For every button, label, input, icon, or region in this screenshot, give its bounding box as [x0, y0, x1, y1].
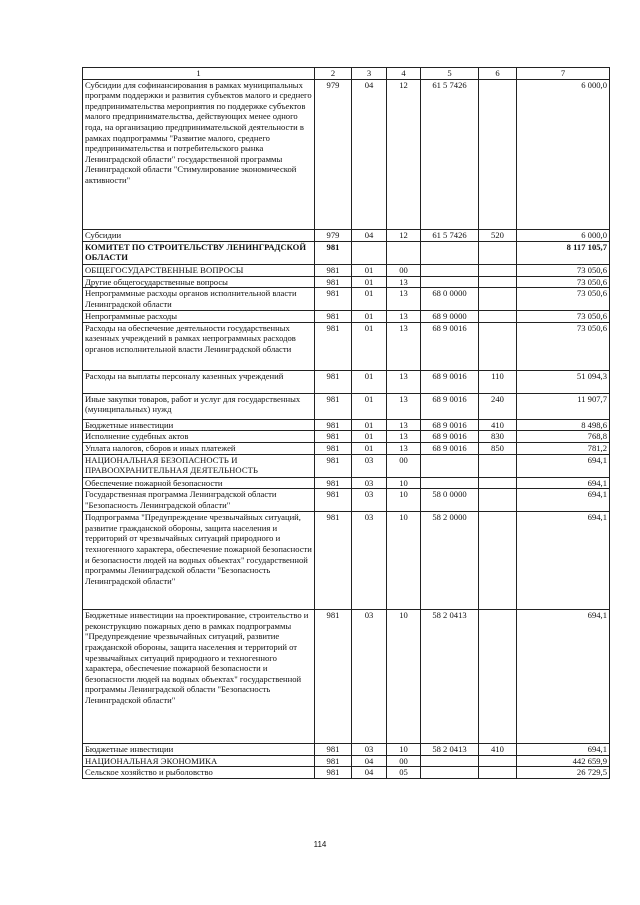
row-name: ОБЩЕГОСУДАРСТВЕННЫЕ ВОПРОСЫ [83, 264, 315, 276]
cell-section: 03 [352, 489, 387, 512]
cell-expense-type [479, 276, 517, 288]
cell-expense-type: 520 [479, 229, 517, 241]
cell-admin-code: 981 [315, 264, 352, 276]
cell-amount: 8 117 105,7 [517, 241, 610, 264]
cell-admin-code: 981 [315, 322, 352, 370]
column-header: 6 [479, 68, 517, 80]
cell-section: 04 [352, 79, 387, 229]
cell-subsection: 10 [387, 477, 421, 489]
table-row [83, 442, 610, 454]
cell-target-article: 68 9 0016 [421, 370, 479, 393]
cell-target-article [421, 276, 479, 288]
row-name: Уплата налогов, сборов и иных платежей [83, 442, 315, 454]
cell-admin-code: 981 [315, 442, 352, 454]
cell-admin-code: 981 [315, 477, 352, 489]
cell-expense-type: 830 [479, 431, 517, 443]
cell-target-article [421, 241, 479, 264]
cell-amount: 694,1 [517, 610, 610, 744]
cell-admin-code: 981 [315, 454, 352, 477]
cell-admin-code: 981 [315, 288, 352, 311]
cell-subsection: 13 [387, 419, 421, 431]
cell-section: 01 [352, 431, 387, 443]
cell-amount: 768,8 [517, 431, 610, 443]
table-row [83, 477, 610, 489]
cell-amount: 73 050,6 [517, 288, 610, 311]
cell-subsection: 00 [387, 454, 421, 477]
cell-subsection: 05 [387, 767, 421, 779]
cell-admin-code: 981 [315, 512, 352, 610]
cell-amount: 694,1 [517, 489, 610, 512]
cell-expense-type [479, 322, 517, 370]
cell-expense-type: 410 [479, 419, 517, 431]
row-name: Непрограммные расходы [83, 311, 315, 323]
table-row [83, 241, 610, 264]
cell-amount: 6 000,0 [517, 79, 610, 229]
cell-amount: 694,1 [517, 744, 610, 756]
cell-target-article [421, 755, 479, 767]
cell-amount: 6 000,0 [517, 229, 610, 241]
cell-expense-type [479, 610, 517, 744]
cell-subsection: 10 [387, 512, 421, 610]
cell-expense-type [479, 755, 517, 767]
cell-amount: 8 498,6 [517, 419, 610, 431]
row-name: Другие общегосударственные вопросы [83, 276, 315, 288]
table-row [83, 288, 610, 311]
row-name: НАЦИОНАЛЬНАЯ ЭКОНОМИКА [83, 755, 315, 767]
row-name: КОМИТЕТ ПО СТРОИТЕЛЬСТВУ ЛЕНИНГРАДСКОЙ ОБЛАСТИ [83, 241, 315, 264]
cell-target-article: 58 2 0000 [421, 512, 479, 610]
page-number: 114 [313, 840, 327, 849]
cell-amount: 694,1 [517, 454, 610, 477]
cell-expense-type [479, 264, 517, 276]
cell-admin-code: 979 [315, 229, 352, 241]
table-row [83, 512, 610, 610]
cell-target-article [421, 454, 479, 477]
cell-target-article: 61 5 7426 [421, 229, 479, 241]
cell-expense-type [479, 477, 517, 489]
cell-amount: 694,1 [517, 477, 610, 489]
cell-admin-code: 981 [315, 241, 352, 264]
cell-expense-type: 240 [479, 393, 517, 419]
table-row [83, 431, 610, 443]
cell-subsection: 13 [387, 442, 421, 454]
cell-amount: 11 907,7 [517, 393, 610, 419]
row-name: Иные закупки товаров, работ и услуг для государственных (муниципальных) нужд [83, 393, 315, 419]
cell-admin-code: 981 [315, 370, 352, 393]
row-name: Бюджетные инвестиции [83, 419, 315, 431]
column-header: 3 [352, 68, 387, 80]
table-row [83, 767, 610, 779]
cell-target-article: 58 0 0000 [421, 489, 479, 512]
table-row [83, 370, 610, 393]
row-name: Подпрограмма "Предупреждение чрезвычайных ситуаций, развитие гражданской обороны, защита населения и территорий от чрезвычайных ситуаций природного и техногенного характера, обеспечение пожарной безопасности и безопасности людей на водных объектах" государственной программы Ленинградской области "Безопасность Ленинградской области" [83, 512, 315, 610]
cell-target-article: 68 9 0016 [421, 419, 479, 431]
cell-admin-code: 981 [315, 610, 352, 744]
row-name: Сельское хозяйство и рыболовство [83, 767, 315, 779]
cell-subsection: 13 [387, 276, 421, 288]
table-row [83, 755, 610, 767]
cell-admin-code: 981 [315, 489, 352, 512]
cell-subsection [387, 241, 421, 264]
cell-target-article: 68 9 0016 [421, 431, 479, 443]
cell-subsection: 12 [387, 229, 421, 241]
column-header: 1 [83, 68, 315, 80]
table-row [83, 229, 610, 241]
cell-section: 01 [352, 311, 387, 323]
cell-admin-code: 981 [315, 755, 352, 767]
cell-amount: 73 050,6 [517, 264, 610, 276]
cell-subsection: 10 [387, 489, 421, 512]
cell-target-article: 68 9 0016 [421, 322, 479, 370]
cell-amount: 442 659,9 [517, 755, 610, 767]
row-name: Расходы на выплаты персоналу казенных учреждений [83, 370, 315, 393]
row-name: Бюджетные инвестиции [83, 744, 315, 756]
table-row [83, 79, 610, 229]
cell-expense-type [479, 454, 517, 477]
cell-subsection: 13 [387, 370, 421, 393]
cell-section: 01 [352, 442, 387, 454]
cell-amount: 73 050,6 [517, 311, 610, 323]
cell-amount: 694,1 [517, 512, 610, 610]
cell-target-article: 58 2 0413 [421, 610, 479, 744]
cell-amount: 26 729,5 [517, 767, 610, 779]
cell-section: 03 [352, 454, 387, 477]
cell-expense-type [479, 79, 517, 229]
table-row [83, 744, 610, 756]
cell-amount: 781,2 [517, 442, 610, 454]
cell-target-article: 58 2 0413 [421, 744, 479, 756]
cell-section: 01 [352, 393, 387, 419]
cell-admin-code: 979 [315, 79, 352, 229]
cell-section: 04 [352, 229, 387, 241]
cell-target-article [421, 767, 479, 779]
cell-subsection: 13 [387, 393, 421, 419]
cell-subsection: 00 [387, 264, 421, 276]
cell-subsection: 13 [387, 431, 421, 443]
cell-expense-type [479, 767, 517, 779]
cell-target-article: 68 9 0016 [421, 442, 479, 454]
cell-subsection: 10 [387, 610, 421, 744]
cell-expense-type [479, 512, 517, 610]
cell-expense-type [479, 241, 517, 264]
cell-target-article: 61 5 7426 [421, 79, 479, 229]
table-row [83, 419, 610, 431]
budget-table [82, 67, 610, 779]
table-row [83, 311, 610, 323]
cell-admin-code: 981 [315, 311, 352, 323]
cell-expense-type: 110 [479, 370, 517, 393]
row-name: Субсидии [83, 229, 315, 241]
row-name: НАЦИОНАЛЬНАЯ БЕЗОПАСНОСТЬ И ПРАВООХРАНИТЕЛЬНАЯ ДЕЯТЕЛЬНОСТЬ [83, 454, 315, 477]
cell-target-article [421, 264, 479, 276]
cell-amount: 73 050,6 [517, 276, 610, 288]
cell-subsection: 13 [387, 322, 421, 370]
row-name: Расходы на обеспечение деятельности государственных казенных учреждений в рамках непрограммных расходов органов исполнительной власти Ленинградской области [83, 322, 315, 370]
column-header: 5 [421, 68, 479, 80]
cell-expense-type: 850 [479, 442, 517, 454]
cell-section: 01 [352, 288, 387, 311]
cell-expense-type [479, 489, 517, 512]
cell-subsection: 13 [387, 288, 421, 311]
cell-subsection: 12 [387, 79, 421, 229]
cell-target-article: 68 0 0000 [421, 288, 479, 311]
table-row [83, 322, 610, 370]
cell-target-article: 68 9 0016 [421, 393, 479, 419]
cell-subsection: 13 [387, 311, 421, 323]
column-header: 2 [315, 68, 352, 80]
table-row [83, 393, 610, 419]
cell-section: 03 [352, 744, 387, 756]
cell-admin-code: 981 [315, 419, 352, 431]
cell-subsection: 00 [387, 755, 421, 767]
cell-section: 04 [352, 755, 387, 767]
cell-section: 01 [352, 264, 387, 276]
cell-section: 01 [352, 419, 387, 431]
column-header: 4 [387, 68, 421, 80]
cell-section: 03 [352, 477, 387, 489]
row-name: Непрограммные расходы органов исполнительной власти Ленинградской области [83, 288, 315, 311]
table-row [83, 264, 610, 276]
cell-section: 01 [352, 276, 387, 288]
cell-section: 03 [352, 610, 387, 744]
cell-admin-code: 981 [315, 276, 352, 288]
row-name: Обеспечение пожарной безопасности [83, 477, 315, 489]
cell-subsection: 10 [387, 744, 421, 756]
cell-amount: 73 050,6 [517, 322, 610, 370]
cell-admin-code: 981 [315, 767, 352, 779]
row-name: Бюджетные инвестиции на проектирование, строительство и реконструкцию пожарных депо в рамках подпрограммы "Предупреждение чрезвычайных ситуаций, развитие гражданской обороны, защита населения и территорий от чрезвычайных ситуаций природного и техногенного характера, обеспечение пожарной безопасности и безопасности людей на водных объектах" государственной программы Ленинградской области "Безопасность Ленинградской области" [83, 610, 315, 744]
table-row [83, 489, 610, 512]
table-row [83, 610, 610, 744]
cell-expense-type: 410 [479, 744, 517, 756]
table-row [83, 276, 610, 288]
column-header: 7 [517, 68, 610, 80]
cell-section: 01 [352, 370, 387, 393]
table-row [83, 454, 610, 477]
row-name: Исполнение судебных актов [83, 431, 315, 443]
cell-admin-code: 981 [315, 393, 352, 419]
cell-section: 03 [352, 512, 387, 610]
cell-expense-type [479, 288, 517, 311]
cell-admin-code: 981 [315, 431, 352, 443]
header-row [83, 68, 610, 80]
row-name: Государственная программа Ленинградской области "Безопасность Ленинградской области" [83, 489, 315, 512]
cell-admin-code: 981 [315, 744, 352, 756]
cell-amount: 51 094,3 [517, 370, 610, 393]
row-name: Субсидии для софинансирования в рамках муниципальных программ поддержки и развития субъектов малого и среднего предпринимательства мероприятия по поддержке субъектов малого предпринимательства, действующих менее одного года, на организацию предпринимательской деятельности в рамках подпрограммы "Развитие малого, среднего предпринимательства и потребительского рынка Ленинградской области" государственной программы Ленинградской области "Стимулирование экономической активности" [83, 79, 315, 229]
cell-section: 01 [352, 322, 387, 370]
cell-target-article [421, 477, 479, 489]
cell-section [352, 241, 387, 264]
cell-section: 04 [352, 767, 387, 779]
cell-target-article: 68 9 0000 [421, 311, 479, 323]
cell-expense-type [479, 311, 517, 323]
